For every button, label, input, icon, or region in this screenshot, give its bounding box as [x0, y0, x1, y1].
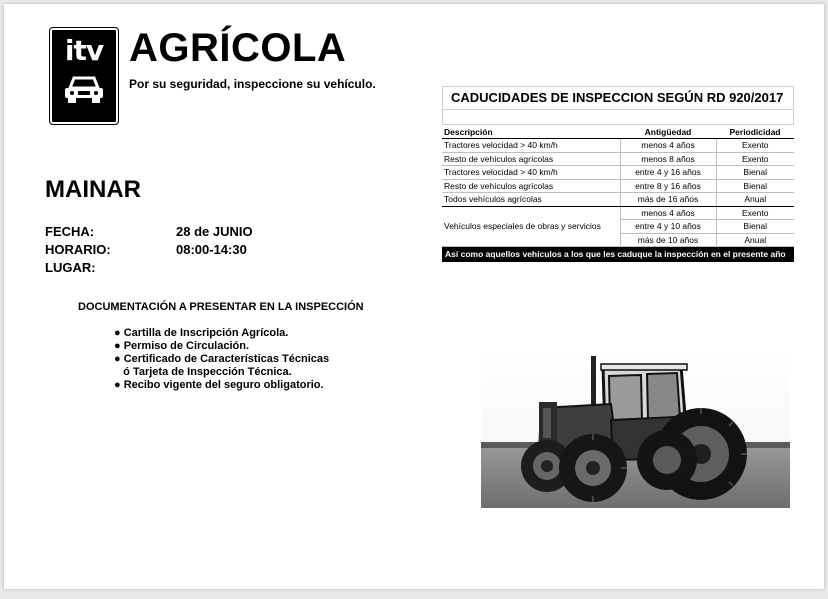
cell-period: Bienal: [716, 166, 794, 180]
table-title: CADUCIDADES DE INSPECCION SEGÚN RD 920/2017: [442, 86, 794, 109]
cell-description: Tractores velocidad > 40 km/h: [442, 166, 620, 180]
cell-age: entre 4 y 16 años: [620, 166, 716, 180]
cell-period: Exento: [716, 152, 794, 166]
cell-age: menos 8 años: [620, 152, 716, 166]
cell-period: Exento: [716, 206, 794, 220]
fecha-value: 28 de JUNIO: [176, 224, 253, 239]
table-row: [442, 193, 794, 207]
car-icon: [62, 74, 106, 106]
inspection-table: [442, 86, 794, 262]
tagline: Por su seguridad, inspeccione su vehículo.: [129, 77, 376, 91]
table-row: [442, 139, 794, 153]
table-row: [442, 166, 794, 180]
cell-special-description: Vehículos especiales de obras y servicios: [442, 206, 620, 247]
horario-label: HORARIO:: [45, 242, 111, 257]
documents-title: DOCUMENTACIÓN A PRESENTAR EN LA INSPECCIÓN: [78, 301, 364, 313]
tractor-photo: [481, 350, 790, 508]
header-period: Periodicidad: [716, 125, 794, 139]
itv-logo: [50, 28, 118, 124]
cell-description: Tractores velocidad > 40 km/h: [442, 139, 620, 153]
documents-list: [114, 327, 329, 392]
cell-description: Resto de vehículos agrícolas: [442, 152, 620, 166]
cell-age: entre 8 y 16 años: [620, 179, 716, 193]
inspection-grid: [442, 125, 794, 247]
cell-age: más de 10 años: [620, 233, 716, 247]
itv-logo-text: itv: [64, 34, 104, 67]
cell-period: Anual: [716, 193, 794, 207]
table-row: [442, 179, 794, 193]
lugar-label: LUGAR:: [45, 260, 96, 275]
list-item: ● Recibo vigente del seguro obligatorio.: [114, 379, 324, 391]
cell-description: Resto de vehículos agrícolas: [442, 179, 620, 193]
header-age: Antigüedad: [620, 125, 716, 139]
header-description: Descripción: [442, 125, 620, 139]
list-item: ● Cartilla de Inscripción Agrícola.: [114, 327, 289, 339]
cell-description: Todos vehículos agrícolas: [442, 193, 620, 207]
table-row: [442, 206, 794, 220]
cell-age: menos 4 años: [620, 206, 716, 220]
table-footer-note: Así como aquellos vehículos a los que les caduque la inspección en el presente año: [442, 247, 794, 262]
list-item: ● Certificado de Características Técnicas: [114, 353, 330, 365]
cell-period: Bienal: [716, 179, 794, 193]
table-header-row: [442, 125, 794, 139]
cell-period: Anual: [716, 233, 794, 247]
page-title: AGRÍCOLA: [129, 26, 347, 70]
horario-value: 08:00-14:30: [176, 242, 247, 257]
cell-period: Bienal: [716, 220, 794, 234]
cell-age: entre 4 y 10 años: [620, 220, 716, 234]
cell-age: menos 4 años: [620, 139, 716, 153]
list-item: ● Permiso de Circulación.: [114, 340, 250, 352]
cell-period: Exento: [716, 139, 794, 153]
town-name: MAINAR: [45, 176, 141, 203]
fecha-label: FECHA:: [45, 224, 95, 239]
table-row: [442, 152, 794, 166]
poster-page: [4, 4, 824, 589]
list-item: ó Tarjeta de Inspección Técnica.: [114, 366, 292, 378]
table-spacer: [442, 109, 794, 125]
cell-age: más de 16 años: [620, 193, 716, 207]
